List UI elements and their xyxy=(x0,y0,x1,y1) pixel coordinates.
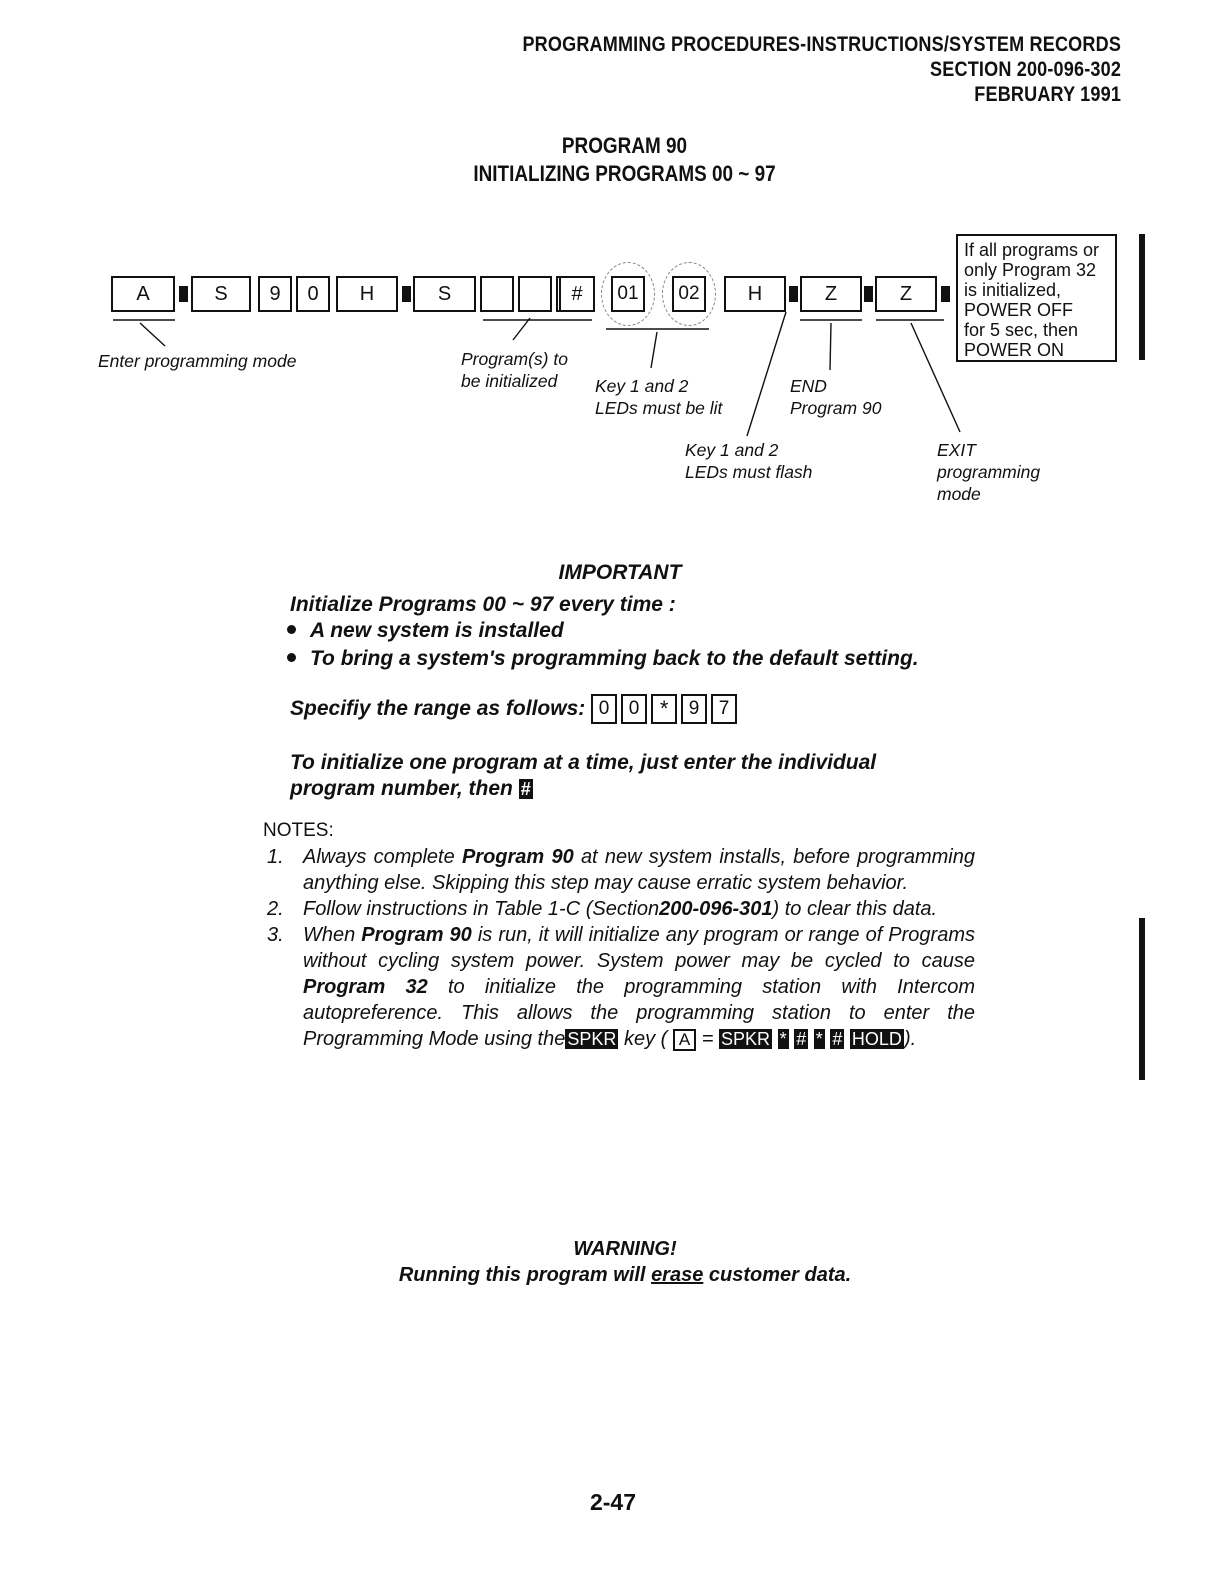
program-subtitle: INITIALIZING PROGRAMS 00 ~ 97 xyxy=(473,161,776,186)
star-key: * xyxy=(815,1029,823,1049)
caption-programs xyxy=(461,348,568,392)
note-emphasis: 200-096-301 xyxy=(659,898,773,920)
range-key-star: * xyxy=(651,694,677,724)
caption-exit xyxy=(937,439,1040,505)
caption-programs-line1: Program(s) to xyxy=(461,349,568,369)
led-key-02: 02 xyxy=(672,276,706,312)
spkr-key: SPKR xyxy=(721,1029,771,1049)
hash-key: # xyxy=(832,1029,843,1049)
note-emphasis: Program 90 xyxy=(361,924,472,946)
note-text: to initialize the programming station with Intercom autopreference. This allows the programming station to enter the Programming Mode using the xyxy=(303,976,975,1050)
warning-text xyxy=(0,1264,1213,1287)
note-text: key ( xyxy=(623,1028,668,1050)
caption-end xyxy=(790,375,881,419)
caption-leds-flash xyxy=(685,439,812,483)
single-program-note xyxy=(290,750,876,802)
info-line: for 5 sec, then xyxy=(964,320,1079,340)
hash-key: # xyxy=(520,779,531,799)
change-bar xyxy=(1139,918,1145,1080)
bullet-text: A new system is installed xyxy=(310,619,564,642)
hold-key: HOLD xyxy=(851,1029,902,1049)
header-title: PROGRAMMING PROCEDURES-INSTRUCTIONS/SYSTEM RECORDS xyxy=(522,33,1121,56)
bullet-text: To bring a system's programming back to the default setting. xyxy=(310,647,919,670)
important-bullet-2 xyxy=(287,647,919,671)
caption-end-line1: END xyxy=(790,376,827,396)
note-emphasis: Program 90 xyxy=(461,846,574,868)
caption-leds-lit-line1: Key 1 and 2 xyxy=(595,376,689,396)
warning-erase: erase xyxy=(651,1264,704,1286)
caption-leds-flash-line1: Key 1 and 2 xyxy=(685,440,779,460)
note-emphasis: Program 32 xyxy=(303,976,428,998)
single-program-line2: program number, then xyxy=(290,777,513,800)
range-key-7: 7 xyxy=(711,694,737,724)
key-9: 9 xyxy=(258,276,292,312)
note-text: at new system installs, before programming anything else. Skipping this step may cause erratic system behavior. xyxy=(303,846,976,894)
notes-heading: NOTES: xyxy=(263,820,334,841)
header-section: SECTION 200-096-302 xyxy=(930,58,1121,81)
caption-enter-mode: Enter programming mode xyxy=(98,351,297,371)
range-row xyxy=(290,694,741,724)
note-text: Follow instructions in Table 1-C (Section xyxy=(303,898,660,920)
caption-exit-line3: mode xyxy=(937,484,981,504)
range-label: Specifiy the range as follows: xyxy=(290,697,586,720)
key-a: A xyxy=(111,276,175,312)
key-hash: # xyxy=(559,276,595,312)
header-date: FEBRUARY 1991 xyxy=(974,83,1121,106)
note-text: Always complete xyxy=(303,846,455,868)
caption-leds-flash-line2: LEDs must flash xyxy=(685,462,813,482)
program-title: PROGRAM 90 xyxy=(561,133,688,158)
power-cycle-note xyxy=(956,234,1117,362)
note-number: 2. xyxy=(267,898,284,920)
caption-programs-line2: be initialized xyxy=(461,371,558,391)
bullet-icon xyxy=(287,625,296,634)
note-2 xyxy=(263,896,975,922)
notes-section xyxy=(263,818,975,1052)
key-z-second: Z xyxy=(875,276,937,312)
info-line: POWER OFF xyxy=(964,300,1073,320)
key-s: S xyxy=(191,276,251,312)
note-text: ). xyxy=(903,1028,917,1050)
range-key-0: 0 xyxy=(621,694,647,724)
spkr-key: SPKR xyxy=(567,1029,617,1049)
note-3 xyxy=(263,922,975,1052)
info-line: only Program 32 xyxy=(964,260,1097,280)
bullet-icon xyxy=(287,653,296,662)
warning-text-post: customer data. xyxy=(708,1264,852,1286)
single-program-line2-row xyxy=(290,776,876,802)
note-text: ) to clear this data. xyxy=(772,898,938,920)
key-0: 0 xyxy=(296,276,330,312)
a-key: A xyxy=(673,1029,696,1051)
page-number: 2-47 xyxy=(589,1489,637,1515)
note-text: = xyxy=(701,1028,714,1050)
note-1 xyxy=(263,844,975,896)
note-number: 1. xyxy=(267,846,284,868)
warning-text-pre: Running this program will xyxy=(398,1264,646,1286)
caption-leds-lit-line2: LEDs must be lit xyxy=(595,398,723,418)
note-text: is run, it will initialize any program or range of Programs without cycling system power. System power may be cycled to cause xyxy=(303,924,975,972)
key-z: Z xyxy=(800,276,862,312)
star-key: * xyxy=(779,1029,787,1049)
key-s-second: S xyxy=(413,276,476,312)
hash-key: # xyxy=(796,1029,807,1049)
info-line: If all programs or xyxy=(964,240,1100,260)
range-key-0: 0 xyxy=(591,694,617,724)
important-heading: IMPORTANT xyxy=(558,561,682,584)
range-key-9: 9 xyxy=(681,694,707,724)
info-line: is initialized, xyxy=(964,280,1062,300)
change-bar xyxy=(1139,234,1145,360)
caption-leds-lit xyxy=(595,375,722,419)
caption-exit-line2: programming xyxy=(937,462,1041,482)
key-h: H xyxy=(336,276,398,312)
caption-exit-line1: EXIT xyxy=(937,440,976,460)
single-program-line1: To initialize one program at a time, just enter the individual xyxy=(290,751,877,774)
key-h-second: H xyxy=(724,276,786,312)
info-line: POWER ON xyxy=(964,340,1065,360)
led-key-01: 01 xyxy=(611,276,645,312)
note-text: When xyxy=(303,924,356,946)
caption-end-line2: Program 90 xyxy=(790,398,882,418)
important-bullet-1 xyxy=(287,619,564,643)
warning-heading: WARNING! xyxy=(573,1238,677,1260)
note-number: 3. xyxy=(267,924,284,946)
important-intro: Initialize Programs 00 ~ 97 every time : xyxy=(290,593,676,616)
